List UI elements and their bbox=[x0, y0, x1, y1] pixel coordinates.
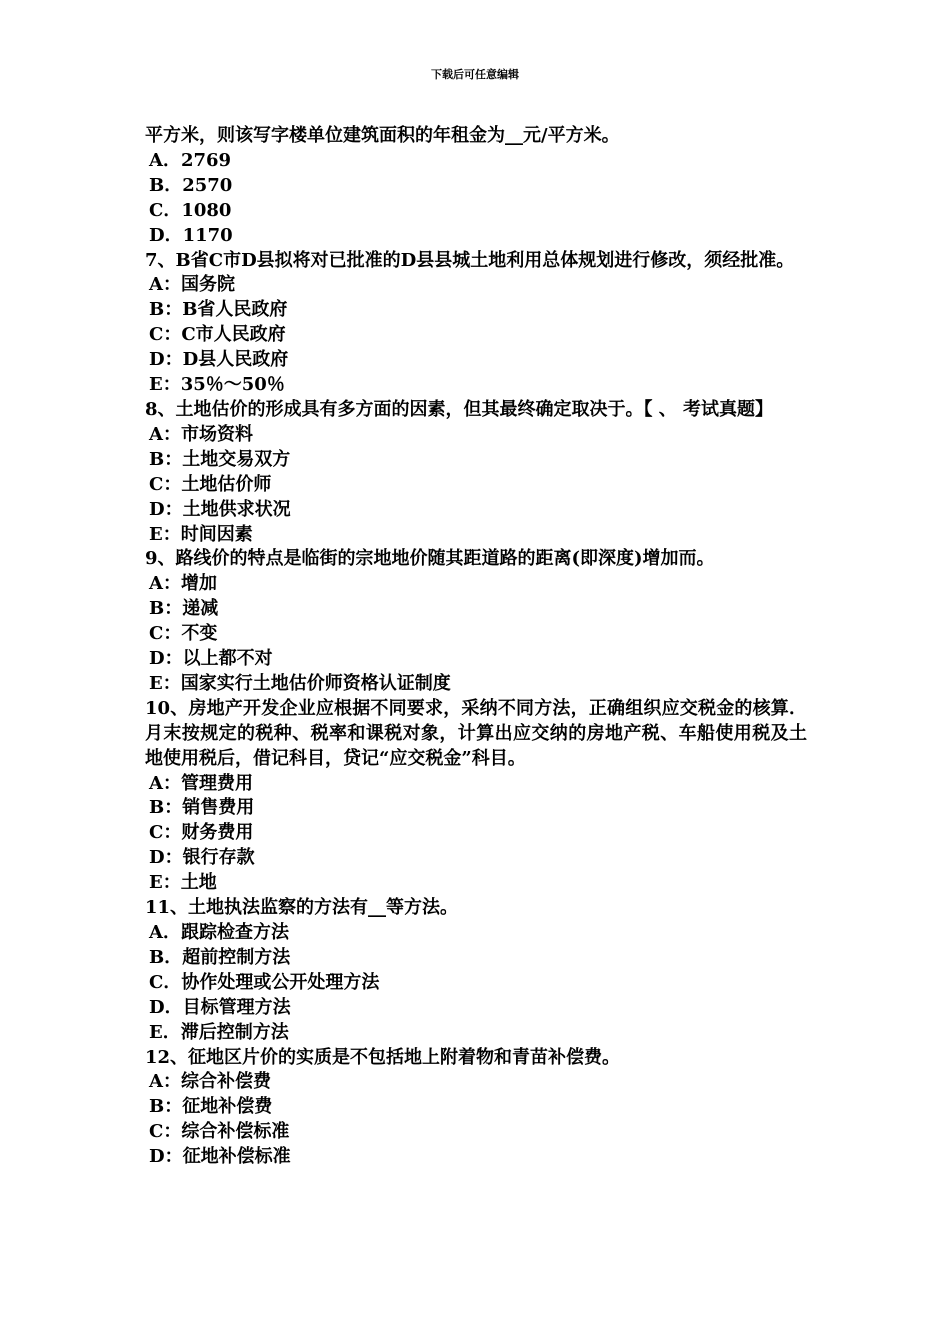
answer-option: A：管理费用 bbox=[149, 772, 253, 794]
answer-option: B：递减 bbox=[149, 598, 219, 620]
answer-option: E：土地 bbox=[149, 872, 217, 894]
question-text: 9、路线价的特点是临街的宗地地价随其距道路的距离(即深度)增加而。 bbox=[145, 548, 715, 570]
answer-option: A：增加 bbox=[149, 573, 217, 595]
answer-option: A：综合补偿费 bbox=[149, 1071, 271, 1093]
answer-option: D：土地供求状况 bbox=[149, 498, 291, 520]
answer-option: D：以上都不对 bbox=[149, 648, 273, 670]
answer-option: A：国务院 bbox=[149, 274, 235, 296]
answer-option: B：土地交易双方 bbox=[149, 448, 291, 470]
answer-option: C．1080 bbox=[149, 199, 232, 221]
answer-option: C．协作处理或公开处理方法 bbox=[149, 971, 380, 993]
answer-option: C：C市人民政府 bbox=[149, 324, 286, 346]
answer-option: D：D县人民政府 bbox=[149, 349, 289, 371]
answer-option: A．2769 bbox=[149, 149, 232, 171]
answer-option: B：销售费用 bbox=[149, 797, 255, 819]
question-text: 7、B省C市D县拟将对已批准的D县县城土地利用总体规划进行修改，须经批准。 bbox=[145, 249, 795, 271]
answer-option: D．1170 bbox=[149, 224, 233, 246]
document-body bbox=[145, 124, 807, 1170]
page-header: 下载后可任意编辑 bbox=[431, 68, 519, 81]
answer-option: A：市场资料 bbox=[149, 423, 253, 445]
answer-option: C：土地估价师 bbox=[149, 473, 272, 495]
answer-option: E．滞后控制方法 bbox=[149, 1021, 289, 1043]
question-text: 平方米，则该写字楼单位建筑面积的年租金为__元/平方米。 bbox=[145, 125, 620, 146]
answer-option: D：征地补偿标准 bbox=[149, 1146, 291, 1168]
answer-option: E：国家实行土地估价师资格认证制度 bbox=[149, 672, 451, 694]
answer-option: A．跟踪检查方法 bbox=[149, 922, 289, 943]
answer-option: D．目标管理方法 bbox=[149, 996, 291, 1018]
answer-option: B．2570 bbox=[149, 174, 233, 196]
question-text: 12、征地区片价的实质是不包括地上附着物和青苗补偿费。 bbox=[145, 1046, 621, 1068]
answer-option: E：35％～50％ bbox=[149, 374, 285, 396]
answer-option: B．超前控制方法 bbox=[149, 946, 291, 968]
answer-option: B：B省人民政府 bbox=[149, 299, 288, 321]
answer-option: C：综合补偿标准 bbox=[149, 1121, 290, 1143]
answer-option: E：时间因素 bbox=[149, 523, 253, 545]
answer-option: B：征地补偿费 bbox=[149, 1096, 273, 1118]
answer-option: D：银行存款 bbox=[149, 847, 255, 869]
question-text: 8、土地估价的形成具有多方面的因素，但其最终确定取决于。【 、 考试真题】 bbox=[145, 398, 774, 420]
answer-option: C：财务费用 bbox=[149, 822, 254, 844]
question-text: 10、房地产开发企业应根据不同要求，采纳不同方法，正确组织应交税金的核算．月末按规定的税种、税率和课税对象，计算出应交纳的房地产税、车船使用税及土地使用税后，借记科目，贷记“应交税金”科目。 bbox=[145, 697, 807, 769]
answer-option: C：不变 bbox=[149, 623, 218, 645]
question-text: 11、土地执法监察的方法有__等方法。 bbox=[145, 897, 459, 919]
